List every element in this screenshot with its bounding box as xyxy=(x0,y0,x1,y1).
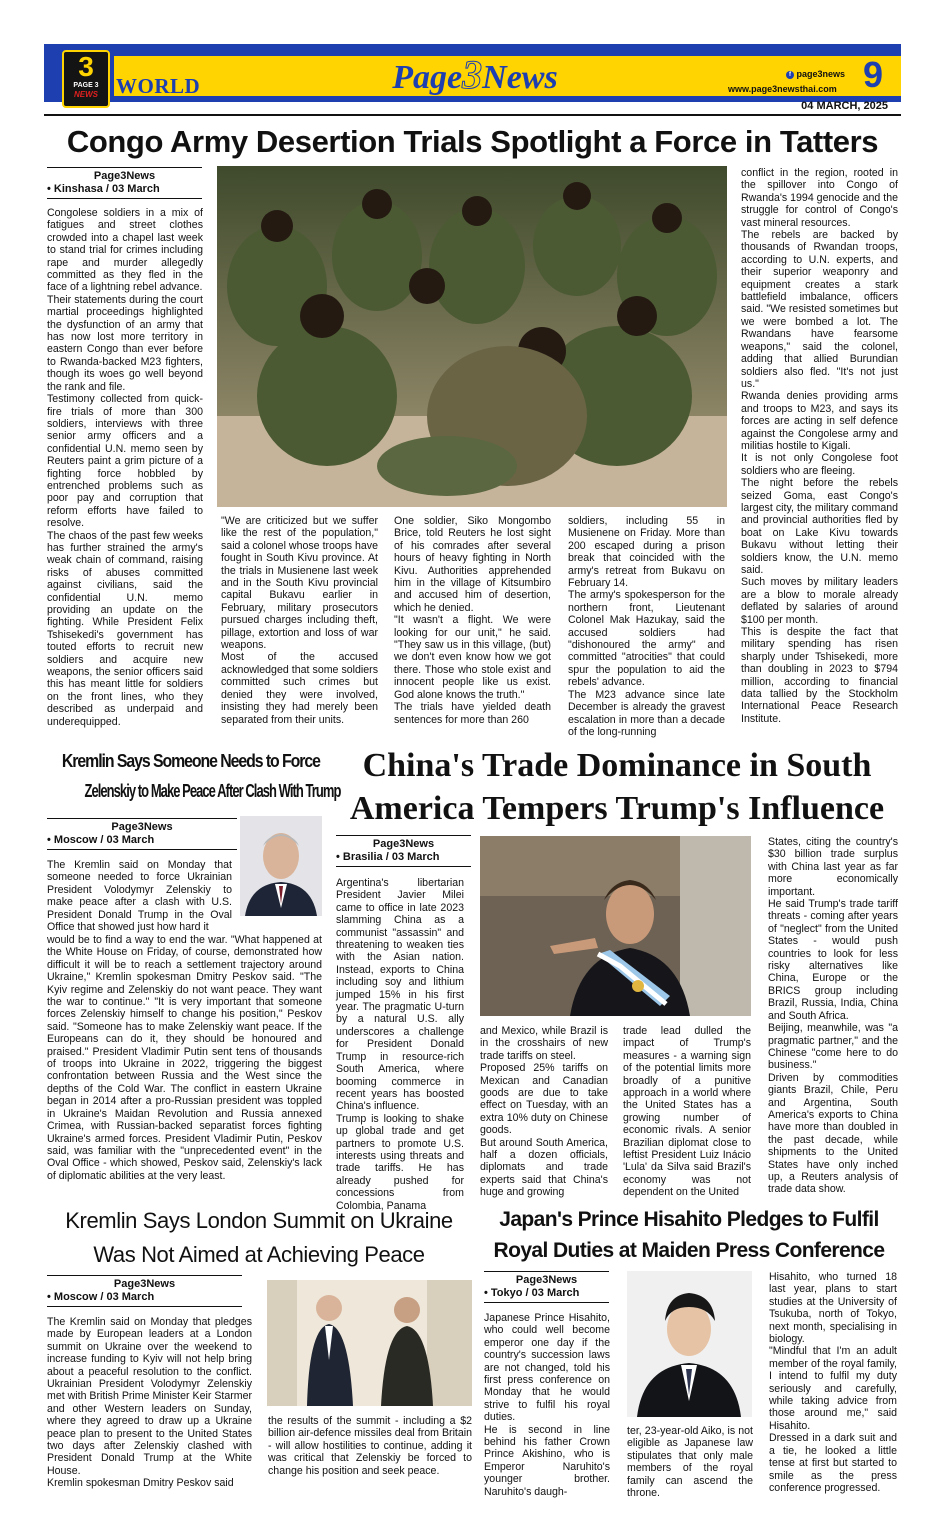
kremlin2-photo xyxy=(267,1280,472,1406)
china-headline-line2: America Tempers Trump's Influence xyxy=(349,790,885,827)
japan-col2: ter, 23-year-old Aiko, is not eligible as Japanese law stipulates that only male members of the royal family can ascend the throne. xyxy=(627,1425,753,1500)
kremlin1-outlet: Page3News xyxy=(47,818,237,833)
logo-line2: NEWS xyxy=(74,90,98,99)
hisahito-portrait xyxy=(627,1271,752,1417)
congo-photo-art xyxy=(217,166,727,507)
kremlin2-byline xyxy=(47,1275,242,1307)
china-col3: trade lead dulled the impact of Trump's measures - a warning sign of the potential limits more broadly of a punitive approach in a world where the United States has a growing number of economic rivals. A senior Brazilian diplomat close to leftist President Luiz Inácio 'Lula' da Silva said Brazil's economy was not dependent on the United xyxy=(623,1025,751,1199)
congo-col1: Congolese soldiers in a mix of fatigues and street clothes crowded into a chapel last week to stand trial for crimes including rape and murder allegedly committed as they fled in the face of a lightning rebel advance. Their statements during the court martial proceedings highlighted the dysfunction of an army that has now lost more territory in eastern Congo than ever before to Rwanda-backed M23 fighters, though its woes go well beyond the rank and file. Testimony collected from quick-fire trials of more than 300 soldiers, interviews with three senior army officers and a confidential U.N. memo seen by Reuters paint a grim picture of a fighting force hobbled by entrenched problems such as poor pay and corruption that reform efforts have failed to resolve. The chaos of the past few weeks has further strained the army's weak chain of command, raising risks of abuses committed against civilians, said the confidential U.N. memo providing an update on the fighting. While President Felix Tshisekedi's government has touted efforts to recruit new soldiers and acquire new weapons, the senior officers said this has meant little for soldiers on the front lines, who they described as underpaid and underequipped. xyxy=(47,207,203,728)
kremlin2-dateline: • Moscow / 03 March xyxy=(47,1290,242,1307)
japan-byline xyxy=(484,1271,609,1303)
kremlin1-headline-line1: Kremlin Says Someone Needs to Force xyxy=(61,751,320,771)
issue-date: 04 MARCH, 2025 xyxy=(801,100,888,112)
social-handle xyxy=(786,69,845,80)
logo-line1: PAGE 3 xyxy=(73,82,99,89)
congo-col5: conflict in the region, rooted in the spillover into Congo of Rwanda's 1994 genocide and the struggle for control of Congo's vast mineral resources. The rebels are backed by thousands of Rwandan troops, according to U.N. experts, and their superior weaponry and equipment creates a stark battlefield imbalance, officers said. "We resisted sometimes but we were bombed a lot. The Rwandans have fearsome weapons," said the colonel, adding that allied Burundian soldiers also fled. "It's not just us." Rwanda denies providing arms and troops to M23, and says its forces are acting in self defence against the Congolese army and militias hostile to Kigali. It is not only Congolese foot soldiers who are fleeing. The night before the rebels seized Goma, east Congo's largest city, the military command and provincial authorities fled by boat on Lake Kivu towards Bukavu without letting their soldiers know, the U.N. memo said. Such moves by military leaders are a blow to morale already deflated by salaries of around $100 per month. This is despite the fact that military spending has risen sharply under Tshisekedi, more than doubling in 2023 to $794 million, according to financial data tallied by the Stockholm International Peace Research Institute. xyxy=(741,167,898,725)
brand-prefix: Page xyxy=(392,59,463,96)
china-photo xyxy=(480,836,751,1016)
congo-byline xyxy=(47,167,202,199)
kremlin2-headline xyxy=(46,1204,472,1272)
brand-digit: 3 xyxy=(462,52,483,97)
section-label: WORLD xyxy=(116,74,201,98)
china-dateline: • Brasilia / 03 March xyxy=(336,850,471,867)
japan-photo xyxy=(627,1271,752,1417)
congo-outlet: Page3News xyxy=(47,167,202,182)
congo-col3: One soldier, Siko Mongombo Brice, told Reuters he lost sight of his comrades after several hours of heavy fighting in North Kivu. Authorities apprehended him in the village of Kitsumbiro and accused him of desertion, which he denied. "It wasn't a flight. We were looking for our unit," he said. "They saw us in this village, (but) we don't even know how we got there. Those who stole exist and innocent people like us exist. God alone knows the truth." The trials have yielded death sentences for more than 260 xyxy=(394,515,551,726)
kremlin1-byline xyxy=(47,818,237,850)
japan-headline-line1: Japan's Prince Hisahito Pledges to Fulfil xyxy=(499,1208,879,1231)
congo-headline: Congo Army Desertion Trials Spotlight a Force in Tatters xyxy=(66,124,879,159)
kremlin2-outlet: Page3News xyxy=(47,1275,242,1290)
kremlin1-headline xyxy=(45,746,341,812)
congo-col4: soldiers, including 55 in Musienene on Friday. More than 200 escaped during a prison break that coincided with the army's retreat from Bukavu on February 14. The army's spokesperson for the northern front, Lieutenant Colonel Mak Hazukay, said the accused soldiers had "dishonoured the army" and committed "atrocities" that could spur the population to aid the rebels' advance. The M23 advance since late December is already the gravest escalation in more than a decade of the long-running xyxy=(568,515,725,738)
milei-photo-art xyxy=(480,836,751,1016)
china-byline xyxy=(336,835,471,867)
china-outlet: Page3News xyxy=(336,835,471,850)
japan-outlet: Page3News xyxy=(484,1271,609,1286)
china-col2: and Mexico, while Brazil is in the crosshairs of new trade tariffs on steel. Proposed 25% tariffs on Mexican and Canadian goods are due to take effect on Tuesday, with an extra 10% duty on Chinese goods. But around South America, half a dozen officials, diplomats and trade experts said that China's huge and growing xyxy=(480,1025,608,1199)
japan-col3: Hisahito, who turned 18 last year, plans to start studies at the University of Tsukuba, north of Tokyo, next month, specialising in biology. "Mindful that I'm an adult member of the royal family, I intend to fulfil my duty seriously and carefully, while taking advice from those around me," said Hisahito. Dressed in a dark suit and a tie, he looked a little tense at first but started to smile as the press conference progressed. xyxy=(769,1271,897,1494)
peskov-portrait xyxy=(240,816,322,916)
starmer-zelenskiy-photo-art xyxy=(267,1280,472,1406)
kremlin2-col1: The Kremlin said on Monday that pledges made by European leaders at a London summit on Ukraine over the weekend to increase funding to Kyiv will not help bring about a peaceful resolution to the conflict. Ukrainian President Volodymyr Zelenskiy met with British Prime Minister Keir Starmer and other Western leaders on Sunday, where they agreed to draw up a Ukraine peace plan to present to the United States two days after Zelenskiy clashed with President Donald Trump at the White House. Kremlin spokesman Dmitry Peskov said xyxy=(47,1316,252,1490)
masthead-rule xyxy=(44,114,901,116)
kremlin1-dateline: • Moscow / 03 March xyxy=(47,833,237,850)
page3-logo xyxy=(62,50,110,108)
kremlin1-headline-line2: Zelenskiy to Make Peace After Clash With Trump xyxy=(84,781,341,801)
kremlin1-body: would be to find a way to end the war. "What happened at the White House on Friday, of course, demonstrated how difficult it will be to reach a settlement trajectory around Ukraine," Kremlin spokesman Dmitry Peskov said. "The Kyiv regime and Zelenskiy do not want peace. They want the war to continue." "It is very important that someone forces Zelenskiy himself to change his position," Peskov said. "Someone has to make Zelenskiy want peace. If the Europeans can do it, they should be honoured and praised." President Vladimir Putin sent tens of thousands of troops into Ukraine in 2022, triggering the biggest confrontation between Russia and the West since the depths of the Cold War. The conflict in eastern Ukraine began in 2014 after a pro-Russian president was toppled in Ukraine's Maidan Revolution and Russia annexed Crimea, with Russian-backed separatist forces fighting Ukraine's armed forces. President Vladimir Putin, Peskov said, was familiar with the "unprecedented event" in the Oval Office - which showed, Peskov said, Zelenskiy's lack of diplomatic abilities at the very least. xyxy=(47,934,322,1182)
japan-col1: Japanese Prince Hisahito, who could well become emperor one day if the country's succession laws are not changed, told his first press conference on Monday that he would strive to fulfil his royal duties. He is second in line behind his father Crown Prince Akishino, who is Emperor Naruhito's younger brother. Naruhito's daugh- xyxy=(484,1312,610,1498)
kremlin1-top-text: The Kremlin said on Monday that someone needed to force Ukrainian President Volodymyr Zelenskiy to make peace after a clash with U.S. President Donald Trump in the Oval Office that showed just how hard it xyxy=(47,859,232,934)
page-number: 9 xyxy=(862,54,884,95)
logo-number: 3 xyxy=(78,51,94,82)
social-handle-text: page3news xyxy=(796,69,846,79)
china-headline-line1: China's Trade Dominance in South xyxy=(362,747,872,784)
kremlin2-headline-line2: Was Not Aimed at Achieving Peace xyxy=(93,1242,425,1267)
brand-name xyxy=(360,54,590,98)
japan-dateline: • Tokyo / 03 March xyxy=(484,1286,609,1303)
congo-col2: "We are criticized but we suffer like the rest of the population," said a colonel whose troops have fought in South Kivu province. At the trials in Musienene last week and in the South Kivu provincial capital Bukavu earlier in February, military prosecutors pursued charges including theft, pillage, extortion and loss of war weapons. Most of the accused acknowledged that some soldiers committed such crimes but denied they were involved, insisting they had merely been separated from their units. xyxy=(221,515,378,726)
china-headline xyxy=(334,744,900,830)
japan-headline-line2: Royal Duties at Maiden Press Conference xyxy=(493,1239,885,1262)
japan-headline xyxy=(478,1204,900,1268)
kremlin2-col2: the results of the summit - including a $2 billion air-defence missiles deal from Britain - will allow hostilities to continue, adding it was critical that Zelenskiy be forced to change his position and seek peace. xyxy=(268,1415,472,1477)
congo-dateline: • Kinshasa / 03 March xyxy=(47,182,202,199)
kremlin1-photo xyxy=(240,816,322,916)
brand-suffix: News xyxy=(482,59,558,96)
facebook-icon: f xyxy=(786,71,794,79)
china-col1: Argentina's libertarian President Javier Milei came to office in late 2023 slamming China as a communist "assassin" and threatening to weaken ties with the Asian nation. Instead, exports to China including soy and lithium jumped 15% in his first year. The pragmatic U-turn by a natural U.S. ally underscores a challenge for President Donald Trump in resource-rich South America, where booming commerce in recent years has boosted China's influence. Trump is looking to shake up global trade and get partners to promote U.S. interests using threats and trade tariffs. He has already pushed for concessions from Colombia, Panama xyxy=(336,877,464,1212)
kremlin2-headline-line1: Kremlin Says London Summit on Ukraine xyxy=(65,1208,453,1233)
congo-photo xyxy=(217,166,727,507)
china-col4: States, citing the country's $30 billion trade surplus with China last year as far more economically important. He said Trump's trade tariff threats - coming after years of "neglect" from the United States - would push countries to look for less risky alternatives like China, Europe or the BRICS group including Brazil, Russia, India, China and South Africa. Beijing, meanwhile, was "a pragmatic partner," and the Chinese "come here to do business." Driven by commodities giants Brazil, Chile, Peru and Argentina, South America's exports to China have more than doubled in the past decade, while shipments to the United States have only inched up, a Reuters analysis of trade data show. xyxy=(768,836,898,1196)
website: www.page3newsthai.com xyxy=(728,84,837,94)
